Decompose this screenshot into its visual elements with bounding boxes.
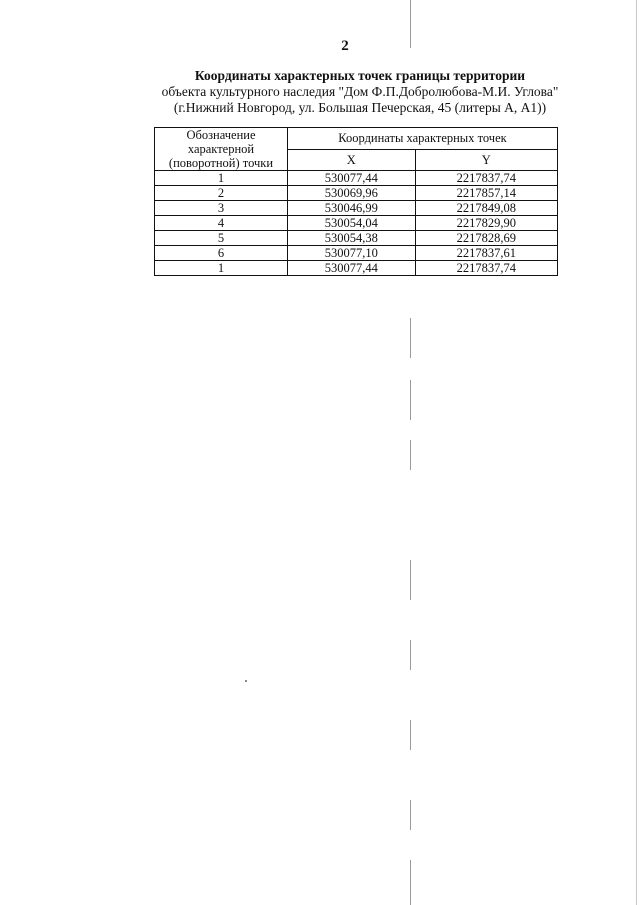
cell-point: 1 <box>155 261 288 276</box>
scan-artifact-line <box>410 860 411 905</box>
cell-point: 6 <box>155 246 288 261</box>
cell-x: 530077,10 <box>288 246 416 261</box>
header-coordinates: Координаты характерных точек <box>288 128 558 150</box>
header-point-designation: Обозначение характерной (поворотной) точки <box>155 128 288 171</box>
scan-artifact-line <box>410 0 411 48</box>
cell-y: 2217837,61 <box>415 246 557 261</box>
cell-x: 530077,44 <box>288 261 416 276</box>
scan-artifact-line <box>410 318 411 358</box>
scan-artifact-edge <box>636 0 637 905</box>
cell-x: 530054,38 <box>288 231 416 246</box>
cell-y: 2217837,74 <box>415 171 557 186</box>
scan-artifact-line <box>410 560 411 600</box>
table-row <box>155 261 558 276</box>
title-object-name: объекта культурного наследия "Дом Ф.П.Добролюбова-М.И. Углова" <box>161 84 559 99</box>
scan-artifact-dot <box>245 680 247 682</box>
table-row <box>155 201 558 216</box>
cell-x: 530046,99 <box>288 201 416 216</box>
header-x: X <box>288 149 416 171</box>
cell-y: 2217837,74 <box>415 261 557 276</box>
cell-y: 2217828,69 <box>415 231 557 246</box>
page-number: 2 <box>341 38 349 54</box>
cell-y: 2217829,90 <box>415 216 557 231</box>
cell-x: 530054,04 <box>288 216 416 231</box>
header-y: Y <box>415 149 557 171</box>
cell-point: 1 <box>155 171 288 186</box>
cell-point: 2 <box>155 186 288 201</box>
coordinates-table <box>154 127 558 276</box>
cell-x: 530077,44 <box>288 171 416 186</box>
table-row <box>155 216 558 231</box>
table-row <box>155 246 558 261</box>
cell-y: 2217849,08 <box>415 201 557 216</box>
table-row <box>155 171 558 186</box>
title-address: (г.Нижний Новгород, ул. Большая Печерская, 45 (литеры А, А1)) <box>173 100 547 115</box>
scan-artifact-line <box>410 380 411 420</box>
table-row <box>155 231 558 246</box>
scan-artifact-line <box>410 440 411 470</box>
table-header-row <box>155 128 558 150</box>
document-title <box>140 68 580 116</box>
cell-point: 5 <box>155 231 288 246</box>
cell-point: 4 <box>155 216 288 231</box>
scan-artifact-line <box>410 640 411 670</box>
cell-x: 530069,96 <box>288 186 416 201</box>
title-heading: Координаты характерных точек границы территории <box>194 68 526 83</box>
scan-artifact-line <box>410 720 411 750</box>
table-row <box>155 186 558 201</box>
scan-artifact-line <box>410 800 411 830</box>
cell-point: 3 <box>155 201 288 216</box>
cell-y: 2217857,14 <box>415 186 557 201</box>
